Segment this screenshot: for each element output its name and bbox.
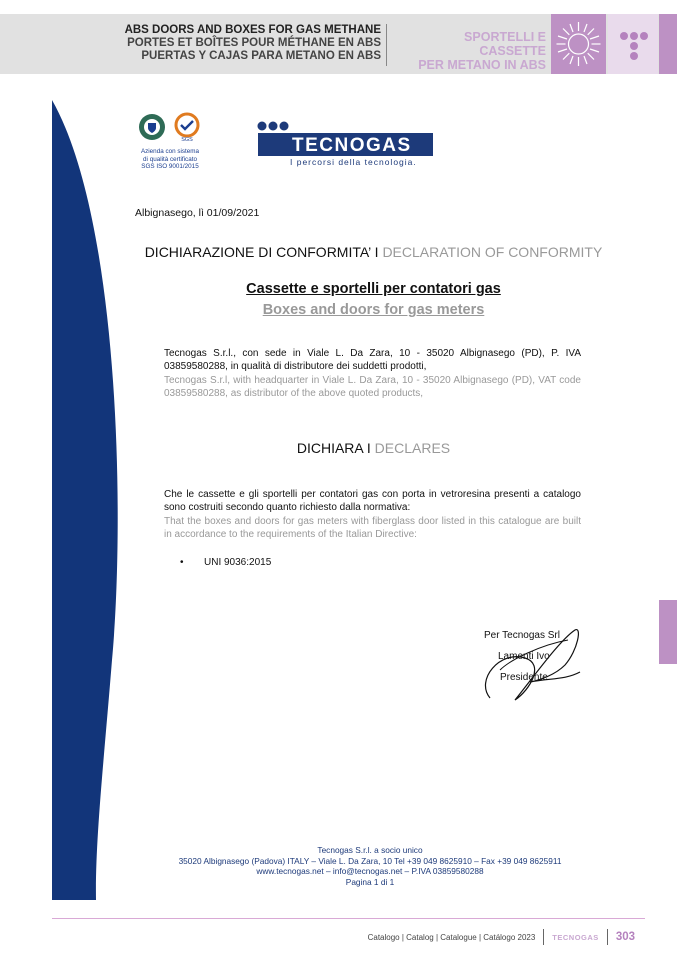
document-footer: Tecnogas S.r.l. a socio unico 35020 Albignasego (Padova) ITALY – Viale L. Da Zara, 10 Tel +39 049 8625910 – Fax +39 049 8625911 www.tecnogas.net – info@tecnogas.net – P.IVA 03859580288 Pagina 1 di 1 <box>178 845 562 887</box>
header-title-it: SPORTELLI E CASSETTE PER METANO IN ABS <box>418 30 546 72</box>
logo-wordmark: TECNOGAS <box>292 135 412 156</box>
document-date: Albignasego, lì 01/09/2021 <box>135 207 260 219</box>
navy-wave-shape <box>0 100 140 900</box>
footer-brand: TECNOGAS <box>552 932 599 942</box>
header-title-en: ABS DOORS AND BOXES FOR GAS METHANE <box>124 24 381 36</box>
certification-block: SGS Azienda con sistema di qualità certificato SGS ISO 9001/2015 <box>134 112 206 171</box>
product-title-en: Boxes and doors for gas meters <box>262 302 485 318</box>
norm-text: UNI 9036:2015 <box>204 557 272 568</box>
page-footer-rule <box>52 918 645 919</box>
signature-role: Presidente <box>500 672 548 683</box>
page-number: 303 <box>615 931 635 943</box>
header-title-es: PUERTAS Y CAJAS PARA METANO EN ABS <box>141 50 381 62</box>
norm-list-item <box>180 557 271 568</box>
header-title-fr: PORTES ET BOÎTES POUR MÉTHANE EN ABS <box>127 37 381 49</box>
tecnogas-dots-icon <box>608 14 658 74</box>
header-tab-strip <box>659 14 677 74</box>
tecnogas-logo <box>255 120 435 160</box>
side-tab <box>659 600 677 664</box>
bullet-icon: • <box>180 557 184 568</box>
quality-shield-icon <box>137 112 167 142</box>
catalog-label: Catalogo | Catalog | Catalogue | Catálogo 2023 <box>367 932 536 942</box>
header-titles <box>125 24 381 63</box>
signature-name: Lamenti Ivo <box>498 651 550 662</box>
signature-company: Per Tecnogas Srl <box>484 630 560 641</box>
tecnogas-mark-box <box>608 14 658 74</box>
header-divider <box>386 24 387 66</box>
declares-heading: DICHIARA I DECLARES <box>296 440 451 456</box>
sunburst-icon <box>551 14 606 74</box>
declaration-heading: DICHIARAZIONE DI CONFORMITA’ I DECLARATION OF CONFORMITY <box>144 244 603 260</box>
sunburst-icon-box <box>551 14 606 74</box>
statement-it: Che le cassette e gli sportelli per contatori gas con porta in vetroresina presenti a catalogo sono costruiti secondo quanto richiesto dalla normativa: <box>164 489 581 513</box>
product-title-it: Cassette e sportelli per contatori gas <box>246 281 501 297</box>
sgs-label: SGS <box>181 137 193 142</box>
page-footer <box>368 929 635 945</box>
sgs-badge-icon <box>171 112 203 142</box>
intro-it: Tecnogas S.r.l., con sede in Viale L. Da Zara, 10 - 35020 Albignasego (PD), P. IVA 03859580288, in qualità di distributore dei suddetti prodotti, <box>164 348 581 372</box>
intro-en: Tecnogas S.r.l, with headquarter in Viale L. Da Zara, 10 - 35020 Albignasego (PD), VAT code 03859580288, as distributor of the above quoted products, <box>164 375 581 399</box>
statement-en: That the boxes and doors for gas meters with fiberglass door listed in this catalogue are built in accordance to the requirements of the Italian Directive: <box>164 516 581 540</box>
logo-tagline: I percorsi della tecnologia. <box>290 157 417 167</box>
